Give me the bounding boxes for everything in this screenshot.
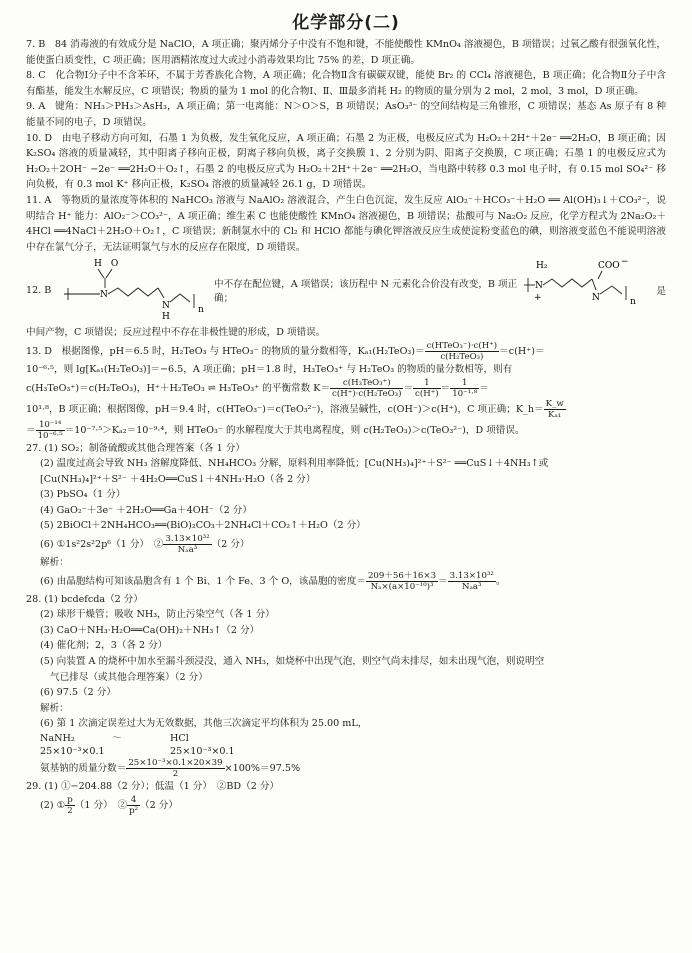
s1-nitrogen-2: N [162,301,170,312]
s1-hydrogen: H [162,312,170,323]
q29-2-f2-den: p² [129,805,139,816]
q13-f6-fraction [36,420,65,441]
answer-q28-4: (4) 催化剂；2，3（各 2 分） [40,640,168,652]
q27-7-fraction-2 [448,571,496,592]
q29-2-f2-num: 4 [127,795,140,806]
answer-q28-mass-fraction [26,758,666,779]
s1-top-label: H O [94,259,119,270]
answer-q27-6 [26,534,666,555]
answer-q29-1: 29. (1) ①−204.88（2 分）；低温（1 分） ②BD（2 分） [26,781,280,792]
answer-q10: 10. D 由电子移动方向可知，石墨 1 为负极，发生氧化反应，A 项正确；石墨 2 为正极，电极反应式为 H₂O₂＋2H⁺＋2e⁻ ══2H₂O，B 项正确；因 K₂SO₄ 溶液的质量减轻，其中阳离子移向正极，阴离子移向负极，离子交换膜 1、2 分别为阴、阳离子交换膜，C 项正确；石墨 1 的电极反应式为 H₂O₂＋2OH⁻ −2e⁻ ══2H₂O＋O₂↑，石墨 2 的电极反应式为 H₂O₂＋2H⁺＋2e⁻ ══2H₂O，当电路中转移 0.3 mol 电子时，有 0.15 mol SO₄²⁻ 移向负极，有 0.3 mol K⁺ 移向正极，K₂SO₄ 溶液的质量减轻 26.1 g，D 项错误。 [26,132,666,191]
q28-8-den: 2 [172,769,179,779]
q13-f1-num: c(HTeO₃⁻)·c(H⁺) [426,340,498,351]
q13-eq-4: ＝ [26,424,36,436]
q29-2-fraction-1 [65,795,75,816]
answer-q7: 7. B 84 消毒液的有效成分是 NaClO，A 项正确；聚丙烯分子中没有不饱和键，不能使酸性 KMnO₄ 溶液褪色，B 项错误；过氧乙酸有很强氧化性，能使蛋白质变性，C 项正确；医用酒精浓度过大或过小消毒效果均比 75% 的差，D 项正确。 [26,39,666,66]
answer-q13-line5 [26,420,666,441]
q13-f5-num: K_w [545,398,564,409]
q13-text-e: ＝10⁻⁷·⁵＞Kₐ₂＝10⁻⁹·⁴，则 HTeO₃⁻ 的水解程度大于其电离程度，则 c(H₂TeO₃)＞c(TeO₃²⁻)，D 项错误。 [64,424,525,436]
q27-7-f2-num: 3.13×10³² [449,570,494,581]
answer-q28-analysis: (6) 第 1 次滴定误差过大为无效数据，其他三次滴定平均体积为 25.00 mL， [40,718,368,730]
q13-f2-num: c(H₃TeO₃⁺) [330,378,403,389]
s2-n-label: n [630,297,637,308]
answer-q27-2: (2) 温度过高会导致 NH₃ 溶解度降低、NH₄HCO₃ 分解，原料利用率降低；[Cu(NH₃)₄]²⁺＋S²⁻ ══CuS↓＋4NH₃↑或 [40,458,549,470]
q12-text-2: 是 [656,286,666,298]
q28-8-result: ×100%＝97.5% [224,763,301,774]
s2-coo-label: COO [598,261,621,272]
q13-eq-1: ＝ [403,382,414,394]
page-title: 化学部分(二) [292,13,400,33]
q13-f3-fraction [413,378,441,399]
q13-k-fraction [330,378,403,399]
q13-f6-num: 10⁻¹⁴ [36,420,65,431]
answer-q27-4: (4) GaO₂⁻＋3e⁻ ＋2H₂O══Ga＋4OH⁻（2 分） [40,504,252,516]
q27-7-f1-num: 209＋56＋16×3 [367,570,437,581]
q27-7-end: 。 [495,575,506,587]
q13-text-d: 10¹·⁸，B 项正确；根据图像，pH＝9.4 时，c(HTeO₃⁻)＝c(TeO₃²⁻)，溶液呈碱性，c(OH⁻)＞c(H⁺)，C 项正确；K_h＝ [26,403,544,415]
q13-f3-den: c(H⁺) [415,388,439,399]
q29-2-text: (2) ① [40,799,66,811]
q28-8-fraction [126,758,224,779]
q13-eq-3: ＝ [479,382,489,394]
q28-calc-row-2 [26,745,666,758]
q27-7-eq: ＝ [438,575,448,587]
q13-f1-den: c(H₂TeO₃) [440,351,484,362]
q28-c1-a: NaNH₂ [40,733,75,744]
q13-f4-den: 10⁻¹·⁸ [452,388,478,399]
answer-q11: 11. A 等物质的量浓度等体积的 NaHCO₃ 溶液与 NaAlO₂ 溶液混合，产生白色沉淀，发生反应 AlO₂⁻＋HCO₃⁻＋H₂O ══ Al(OH)₃↓＋CO₃²⁻，说明结合 H⁺ 能力：AlO₂⁻＞CO₃²⁻，A 项正确；维生素 C 也能使酸性 KMnO₄ 溶液褪色，B 项错误；盐酸可与 Na₂O₂ 反应，化学方程式为 2Na₂O₂＋4HCl ══4NaCl＋2H₂O＋O₂↑，C 项错误；新制氯水中的 Cl₂ 和 HClO 都能与碘化钾溶液反应生成使淀粉变蓝色的碘，则溶液变蓝色不能说明溶液中存在氯气分子，无法证明氯气与水的反应存在限度，D 项错误。 [26,194,666,253]
q29-2-score: （1 分） ② [74,799,128,811]
answer-q13-line2: 10⁻⁶·⁵，则 lg[Kₐ₁(H₂TeO₃)]＝−6.5，A 项正确；pH＝1.8 时，H₃TeO₃⁺ 与 H₂TeO₃ 的物质的量分数相等，则有 [26,363,513,375]
q13-text-c: c(H₃TeO₃⁺)＝c(H₂TeO₃)，H⁺＋H₂TeO₃ ⇌ H₃TeO₃⁺ 的平衡常数 K＝ [26,382,331,394]
q12-text-3: 中间产物，C 项错误；反应过程中不存在非极性键的形成，D 项错误。 [26,327,326,339]
s2-nitrogen-1: N [535,281,544,292]
answer-q28-5b: 气已排尽（或其他合理答案）（2 分） [50,671,208,683]
answer-q27-5: (5) 2BiOCl＋2NH₄HCO₃══(BiO)₂CO₃＋2NH₄Cl＋CO₂↑＋H₂O（2 分） [40,520,366,532]
answer-q9: 9. A 键角：NH₃＞PH₃＞AsH₃，A 项正确；第一电离能：N＞O＞S，B 项错误；AsO₃³⁻ 的空间结构是三角锥形，C 项错误；基态 As 原子有 8 种能量不同的电子，D 项错误。 [26,101,666,128]
q28-calc-row-1 [26,732,666,745]
q13-kh-fraction [544,399,566,420]
q28-c1-c: HCl [170,733,189,744]
polymer-structure-2 [522,256,652,324]
q12-number: 12. B [26,284,52,296]
q28-8-num: 25×10⁻³×0.1×20×39 [128,758,223,768]
answer-q28-5: (5) 向装置 A 的烧杯中加水至漏斗颈浸没，通入 NH₃，如烧杯中出现气泡，则空气尚未排尽，如未出现气泡，则说明空 [40,656,545,668]
answer-q28-2: (2) 球形干燥管；吸收 NH₃，防止污染空气（各 1 分） [40,609,275,621]
s2-nitrogen-2: N [592,293,601,304]
q29-2-f1-den: 2 [67,805,73,816]
polymer-structure-1 [60,256,210,324]
q13-f4-num: 1 [450,378,479,389]
q28-c2-a: 25×10⁻³×0.1 [40,746,105,757]
q27-6-text: (6) ①1s²2s²2p⁶（1 分） ② [40,539,164,551]
q29-2-fraction-2 [127,795,140,816]
q28-analysis-label: 解析： [40,702,69,714]
q13-text-b: ＝c(H⁺)＝ [499,345,545,357]
q27-analysis-label: 解析： [40,557,69,569]
q27-7-f1-den: Nₐ×(a×10⁻¹⁰)³ [370,581,434,592]
q12-text-1: 中不存在配位键，A 项错误；该历程中 N 元素化合价没有改变，B 项正确； [214,279,518,305]
answer-q13-line4 [26,399,666,420]
q13-f4-fraction [450,378,479,399]
q28-c1-b: ～ [112,733,122,744]
answer-q28-1: 28. (1) bcdefcda（2 分） [26,593,143,605]
q27-7-fraction-1 [366,571,438,592]
answer-q27-2b: [Cu(NH₃)₄]²⁺＋S²⁻ ＋4H₂O══CuS↓＋4NH₃·H₂O（各 2 分） [40,473,316,485]
answer-q28-6: (6) 97.5（2 分） [40,687,116,699]
s2-plus: + [534,293,542,304]
q13-f5-den: Kₐ₁ [548,409,562,420]
q27-6-den: Nₐa³ [177,545,198,556]
q13-text-a: 13. D 根据图像，pH＝6.5 时，H₂TeO₃ 与 HTeO₃⁻ 的物质的量分数相等，Kₐ₁(H₂TeO₃)＝ [26,345,425,357]
answer-q13-line3 [26,378,666,399]
q27-7-text: (6) 由晶胞结构可知该晶胞含有 1 个 Bi、1 个 Fe、3 个 O，该晶胞的密度＝ [40,575,366,587]
q13-ka1-fraction [425,341,499,362]
answer-q28-3: (3) CaO＋NH₃·H₂O══Ca(OH)₂＋NH₃↑（2 分） [40,624,260,636]
answer-q8: 8. C 化合物Ⅰ分子中不含苯环，不属于芳香族化合物，A 项正确；化合物Ⅱ含有碳碳双键，能使 Br₂ 的 CCl₄ 溶液褪色，B 项正确；化合物Ⅱ分子中含有酯基，能发生水解反应，C 项错误；物质的量为 1 mol 的化合物Ⅰ、Ⅱ、Ⅲ最多消耗 H₂ 的物质的量分别为 2 mol，2 mol，3 mol，D 项正确。 [26,70,666,97]
q27-6-fraction [163,534,211,555]
answer-q27-analysis [26,571,666,592]
q28-c2-c: 25×10⁻³×0.1 [170,746,235,757]
s2-minus: − [621,257,629,268]
answer-q13-line1 [26,341,666,362]
s2-h2-label: H₂ [536,261,548,272]
q27-6-score: （2 分） [211,539,250,551]
q27-6-num: 3.13×10³² [165,534,210,545]
q27-7-f2-den: Nₐa³ [462,581,482,592]
answer-q12-structures [26,255,666,325]
q13-f6-den: 10⁻⁶·⁵ [37,430,63,441]
q28-8-text: 氨基钠的质量分数＝ [40,763,127,774]
q29-2-f1-num: p [67,794,73,805]
q13-eq-2: ＝ [440,382,451,394]
q13-f2-den: c(H⁺)·c(H₂TeO₃) [332,388,402,399]
answer-q29-2 [26,795,666,816]
s1-nitrogen-1: N [100,290,108,301]
q29-2-score-2: （2 分） [140,799,178,811]
answer-q27-1: 27. (1) SO₂；制备硫酸或其他合理答案（各 1 分） [26,442,245,454]
q13-f3-num: 1 [413,378,441,389]
s1-n-label: n [198,305,204,316]
answer-q27-3: (3) PbSO₄（1 分） [40,489,126,501]
